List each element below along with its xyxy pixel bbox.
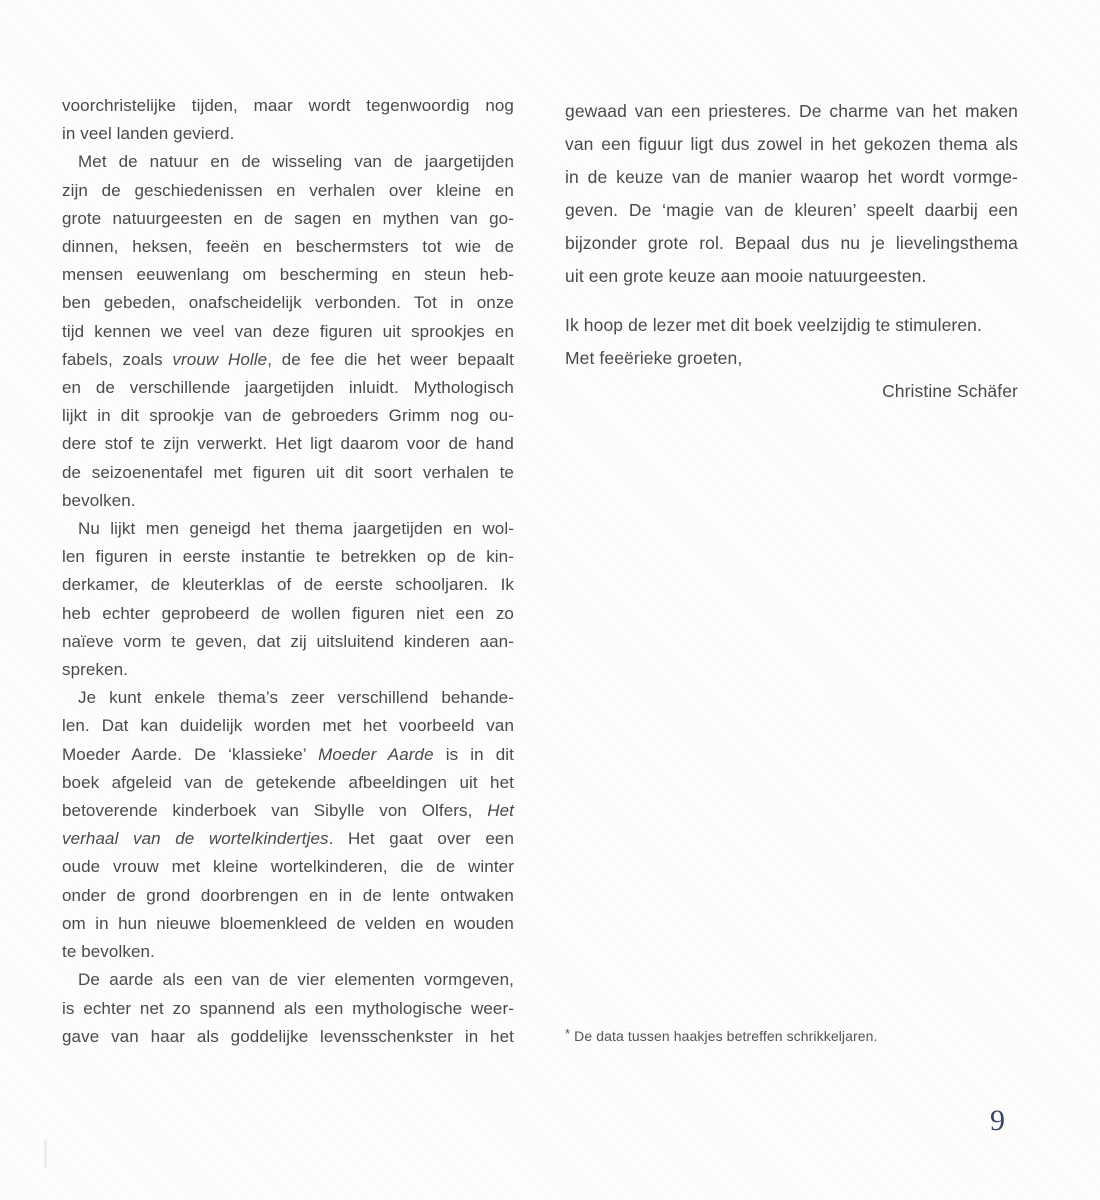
text-line: De aarde als een van de vier elementen vormgeven,	[78, 970, 514, 990]
text-line: heb echter geprobeerd de wollen figuren niet een zo	[62, 603, 514, 623]
text-line: van een figuur ligt dus zowel in het gekozen thema als	[565, 134, 1018, 154]
text-line: zijn de geschiedenissen en verhalen over kleine en	[62, 180, 514, 200]
text-line: om in hun nieuwe bloemenkleed de velden en wouden	[62, 913, 514, 933]
text-line	[62, 346, 514, 374]
text-line: Je kunt enkele thema’s zeer verschillend behande-	[78, 688, 514, 708]
footnote-text: De data tussen haakjes betreffen schrikkeljaren.	[574, 1028, 878, 1044]
text-line: dere stof te zijn verwerkt. Het ligt daarom voor de hand	[62, 434, 514, 454]
footnote	[565, 1028, 1018, 1044]
text-line: bijzonder grote rol. Bepaal dus nu je lievelingsthema	[565, 233, 1018, 253]
text-line: dinnen, heksen, feeën en beschermsters tot wie de	[62, 237, 514, 257]
text-line: Met feeërieke groeten,	[565, 348, 743, 368]
text-line	[62, 741, 514, 769]
text-segment: fabels, zoals	[62, 349, 173, 369]
text-segment: , de fee die het weer bepaalt	[267, 349, 514, 369]
text-segment: Moeder Aarde. De ‘klassieke’	[62, 744, 319, 764]
italic-text-segment: Moeder Aarde	[318, 744, 434, 764]
italic-text-segment: Het	[487, 801, 514, 821]
italic-text-segment: vrouw Holle	[172, 349, 268, 369]
text-line: boek afgeleid van de getekende afbeeldingen uit het	[62, 772, 514, 792]
text-segment: betoverende kinderboek van Sibylle von Olfers,	[62, 801, 488, 821]
text-line: grote natuurgeesten en de sagen en mythen van go-	[62, 208, 514, 228]
blank-line	[565, 293, 1018, 309]
text-line: Christine Schäfer	[882, 381, 1018, 401]
text-line	[62, 797, 514, 825]
text-line: derkamer, de kleuterklas of de eerste schooljaren. Ik	[62, 575, 514, 595]
text-line	[62, 825, 514, 853]
text-line: spreken.	[62, 660, 129, 680]
text-line: len. Dat kan duidelijk worden met het voorbeeld van	[62, 716, 514, 736]
text-line: Ik hoop de lezer met dit boek veelzijdig te stimuleren.	[565, 315, 982, 335]
text-line: naïeve vorm te geven, dat zij uitsluitend kinderen aan-	[62, 631, 514, 651]
text-line: ben gebeden, onafscheidelijk verbonden. Tot in onze	[62, 293, 514, 313]
text-line: de seizoenentafel met figuren uit dit soort verhalen te	[62, 462, 514, 482]
text-segment: is in dit	[433, 744, 515, 764]
italic-text-segment: verhaal van de wortelkindertjes	[62, 829, 329, 849]
text-line: bevolken.	[62, 490, 136, 510]
text-line: in de keuze van de manier waarop het wordt vormge-	[565, 167, 1018, 187]
text-line: uit een grote keuze aan mooie natuurgeesten.	[565, 266, 927, 286]
text-line: geven. De ‘magie van de kleuren’ speelt daarbij een	[565, 200, 1018, 220]
right-text-column	[565, 95, 1018, 408]
text-line: oude vrouw met kleine wortelkinderen, die de winter	[62, 857, 514, 877]
page-number: 9	[990, 1104, 1005, 1137]
text-line: en de verschillende jaargetijden inluidt. Mythologisch	[62, 378, 514, 398]
text-line: mensen eeuwenlang om bescherming en steun heb-	[62, 265, 514, 285]
text-line: len figuren in eerste instantie te betrekken op de kin-	[62, 547, 514, 567]
footnote-asterisk: *	[565, 1026, 571, 1041]
text-line: is echter net zo spannend als een mythologische weer-	[62, 998, 514, 1018]
text-line: te bevolken.	[62, 942, 155, 962]
text-segment: . Het gaat over een	[328, 829, 515, 849]
text-line: voorchristelijke tijden, maar wordt tegenwoordig nog	[62, 96, 514, 115]
text-line: tijd kennen we veel van deze figuren uit sprookjes en	[62, 321, 514, 341]
text-line: Met de natuur en de wisseling van de jaargetijden	[78, 152, 514, 172]
scan-artifact-line	[44, 1140, 47, 1168]
text-line: gave van haar als goddelijke levensschenkster in het	[62, 1026, 514, 1046]
text-line: gewaad van een priesteres. De charme van het maken	[565, 101, 1018, 121]
text-line: in veel landen gevierd.	[62, 124, 235, 144]
text-line: Nu lijkt men geneigd het thema jaargetijden en wol-	[78, 519, 514, 539]
text-line: lijkt in dit sprookje van de gebroeders Grimm nog ou-	[62, 406, 514, 426]
left-text-column	[62, 92, 514, 1051]
text-line: onder de grond doorbrengen en in de lente ontwaken	[62, 885, 514, 905]
